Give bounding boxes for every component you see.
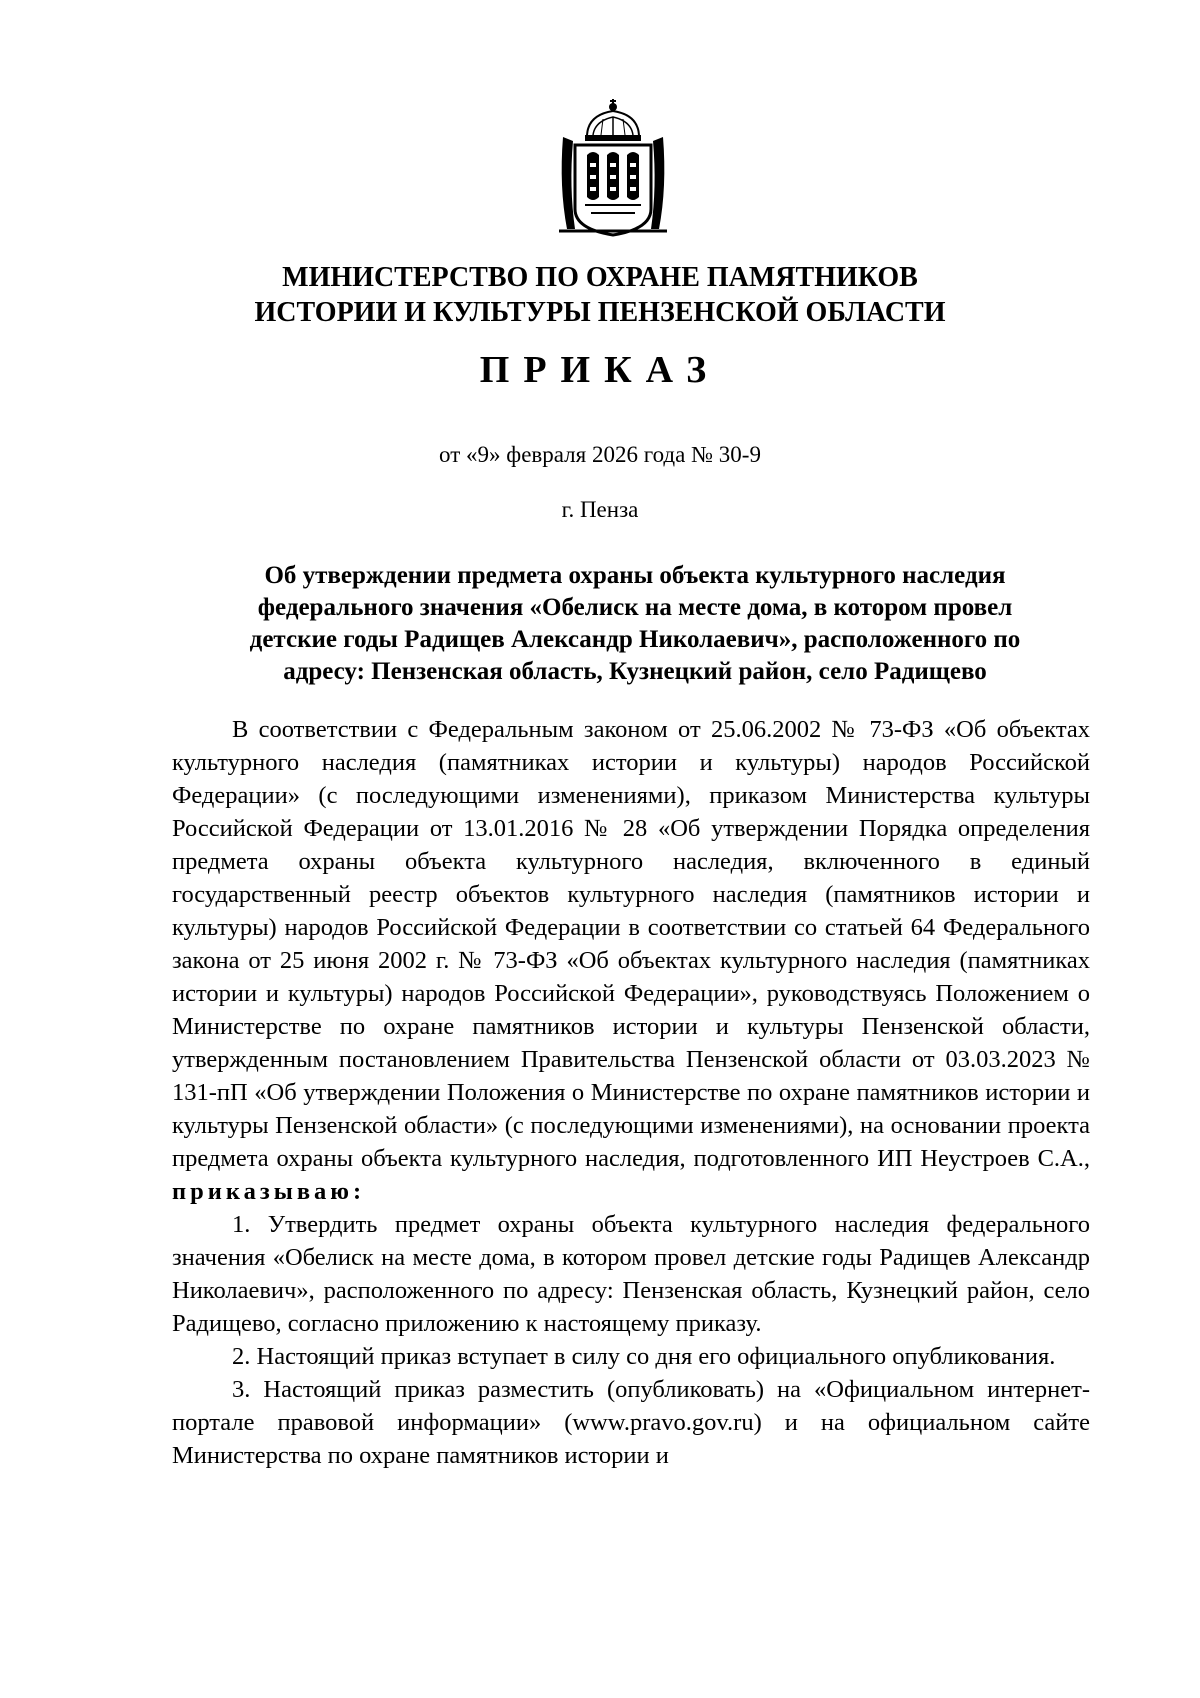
subject-line-4: адресу: Пензенская область, Кузнецкий район, село Радищево — [283, 658, 987, 685]
order-body — [172, 713, 1090, 1472]
ministry-line-1: МИНИСТЕРСТВО ПО ОХРАНЕ ПАМЯТНИКОВ — [282, 262, 918, 293]
order-item-3: 3. Настоящий приказ разместить (опубликовать) на «Официальном интернет-портале правовой информации» (www.pravo.gov.ru) и на официальном сайте Министерства по охране памятников истории и — [172, 1376, 1090, 1469]
order-item-1: 1. Утвердить предмет охраны объекта культурного наследия федерального значения «Обелиск на месте дома, в котором провел детские годы Радищев Александр Николаевич», расположенного по адресу: Пензенская область, Кузнецкий район, село Радищево, согласно приложению к настоящему приказу. — [172, 1211, 1090, 1337]
order-subject — [190, 560, 1080, 688]
order-keyword: приказываю: — [172, 1178, 366, 1205]
subject-line-3: детские годы Радищев Александр Николаевич», расположенного по — [249, 626, 1021, 653]
ministry-name — [150, 260, 1050, 330]
preamble-paragraph — [172, 713, 1090, 1208]
order-city: г. Пенза — [561, 497, 639, 522]
order-item-2: 2. Настоящий приказ вступает в силу со дня его официального опубликования. — [232, 1343, 1056, 1370]
ministry-line-2: ИСТОРИИ И КУЛЬТУРЫ ПЕНЗЕНСКОЙ ОБЛАСТИ — [254, 297, 946, 328]
preamble-text: В соответствии с Федеральным законом от 25.06.2002 № 73-ФЗ «Об объектах культурного наследия (памятниках истории и культуры) народов Российской Федерации» (с последующими изменениями), приказом Министерства культуры Российской Федерации от 13.01.2016 № 28 «Об утверждении Порядка определения предмета охраны объекта культурного наследия, включенного в единый государственный реестр объектов культурного наследия (памятников истории и культуры) народов Российской Федерации в соответствии со статьей 64 Федерального закона от 25 июня 2002 г. № 73-ФЗ «Об объектах культурного наследия (памятниках истории и культуры) народов Российской Федерации», руководствуясь Положением о Министерстве по охране памятников истории и культуры Пензенской области, утвержденным постановлением Правительства Пензенской области от 03.03.2023 № 131-пП «Об утверждении Положения о Министерстве по охране памятников истории и культуры Пензенской области» (с последующими изменениями), на основании проекта предмета охраны объекта культурного наследия, подготовленного ИП Неустроев С.А., — [172, 716, 1090, 1172]
penza-coat-of-arms-icon — [557, 97, 669, 239]
subject-line-1: Об утверждении предмета охраны объекта культурного наследия — [264, 562, 1006, 589]
subject-line-2: федерального значения «Обелиск на месте дома, в котором провел — [257, 594, 1013, 621]
order-date-number: от «9» февраля 2026 года № 30-9 — [439, 442, 761, 467]
document-title: ПРИКАЗ — [479, 349, 721, 391]
